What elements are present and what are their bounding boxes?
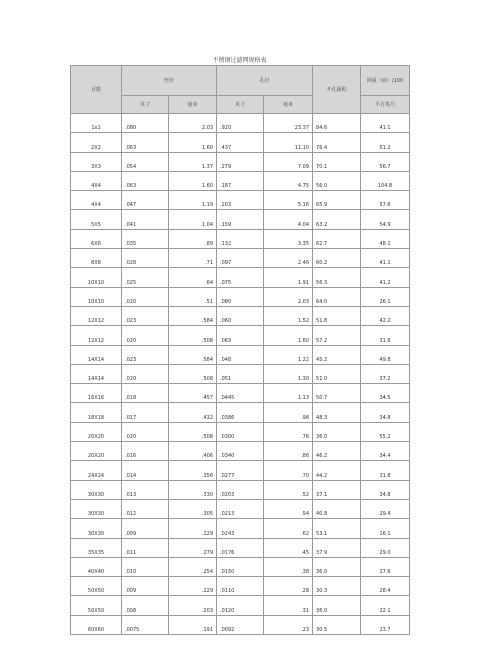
cell-wire-mm: .305 — [169, 499, 217, 518]
cell-weight: 31.6 — [361, 326, 410, 345]
cell-aperture-inch: .0213 — [217, 499, 264, 518]
cell-wire-inch: .020 — [122, 287, 169, 306]
cell-aperture-inch: .279 — [217, 152, 264, 171]
cell-aperture-mm: 11.10 — [264, 133, 313, 152]
header-weight-line1: 网重（磅）/100 — [361, 66, 410, 96]
cell-wire-inch: .008 — [122, 596, 169, 615]
cell-weight: 26.1 — [361, 287, 410, 306]
cell-open-area: 56.0 — [313, 171, 361, 190]
cell-wire-inch: .041 — [122, 210, 169, 229]
cell-weight: 49.8 — [361, 345, 410, 364]
cell-aperture-mm: .62 — [264, 519, 313, 538]
table-row — [71, 210, 410, 229]
cell-weight: 41.1 — [361, 114, 410, 133]
cell-mesh: 50X50 — [71, 596, 122, 615]
cell-mesh: 4X4 — [71, 191, 122, 210]
cell-aperture-mm: 3.35 — [264, 229, 313, 248]
table-row — [71, 577, 410, 596]
cell-wire-mm: .508 — [169, 364, 217, 383]
header-wire-inch: 英寸 — [122, 96, 169, 114]
cell-wire-inch: .035 — [122, 229, 169, 248]
cell-mesh: 16X16 — [71, 384, 122, 403]
cell-wire-inch: .020 — [122, 422, 169, 441]
cell-wire-mm: 1.04 — [169, 210, 217, 229]
cell-aperture-inch: .063 — [217, 326, 264, 345]
table-row — [71, 306, 410, 325]
cell-wire-inch: .047 — [122, 191, 169, 210]
header-aperture: 孔径 — [217, 66, 313, 96]
cell-aperture-inch: .0110 — [217, 577, 264, 596]
cell-mesh: 20X20 — [71, 442, 122, 461]
cell-aperture-mm: .54 — [264, 499, 313, 518]
cell-mesh: 5X5 — [71, 210, 122, 229]
cell-weight: 54.9 — [361, 210, 410, 229]
cell-aperture-mm: 1.52 — [264, 306, 313, 325]
cell-aperture-mm: 1.30 — [264, 364, 313, 383]
cell-wire-mm: .229 — [169, 577, 217, 596]
table-header — [71, 66, 410, 114]
table-row — [71, 422, 410, 441]
cell-wire-mm: .51 — [169, 287, 217, 306]
cell-wire-mm: .254 — [169, 557, 217, 576]
table-row — [71, 229, 410, 248]
table-row — [71, 171, 410, 190]
cell-wire-mm: .432 — [169, 403, 217, 422]
cell-wire-mm: .203 — [169, 596, 217, 615]
cell-open-area: 40.8 — [313, 499, 361, 518]
cell-aperture-mm: 2.46 — [264, 249, 313, 268]
cell-open-area: 48.3 — [313, 403, 361, 422]
cell-wire-inch: .016 — [122, 442, 169, 461]
cell-weight: 104.8 — [361, 171, 410, 190]
cell-weight: 41.1 — [361, 249, 410, 268]
cell-weight: 55.2 — [361, 422, 410, 441]
cell-mesh: 12X12 — [71, 306, 122, 325]
cell-wire-inch: .014 — [122, 461, 169, 480]
table-row — [71, 114, 410, 133]
cell-wire-inch: .0075 — [122, 615, 169, 634]
cell-mesh: 40X40 — [71, 557, 122, 576]
cell-weight: 34.8 — [361, 403, 410, 422]
cell-aperture-mm: .45 — [264, 538, 313, 557]
cell-mesh: 1x1 — [71, 114, 122, 133]
cell-wire-inch: .023 — [122, 345, 169, 364]
cell-aperture-inch: .203 — [217, 191, 264, 210]
cell-aperture-inch: .0445 — [217, 384, 264, 403]
cell-open-area: 36.0 — [313, 422, 361, 441]
cell-open-area: 50.7 — [313, 384, 361, 403]
cell-wire-mm: .508 — [169, 422, 217, 441]
cell-mesh: 12X12 — [71, 326, 122, 345]
cell-open-area: 37.9 — [313, 538, 361, 557]
cell-weight: 34.4 — [361, 442, 410, 461]
cell-mesh: 30X30 — [71, 480, 122, 499]
cell-open-area: 51.8 — [313, 306, 361, 325]
cell-aperture-inch: .437 — [217, 133, 264, 152]
cell-weight: 29.0 — [361, 538, 410, 557]
cell-wire-inch: .054 — [122, 152, 169, 171]
cell-weight: 34.5 — [361, 384, 410, 403]
cell-aperture-inch: .075 — [217, 268, 264, 287]
cell-mesh: 30X30 — [71, 519, 122, 538]
cell-aperture-inch: .080 — [217, 287, 264, 306]
header-wire-mm: 毫米 — [169, 96, 217, 114]
cell-wire-mm: .191 — [169, 615, 217, 634]
cell-wire-mm: .584 — [169, 345, 217, 364]
cell-wire-mm: .457 — [169, 384, 217, 403]
table-row — [71, 287, 410, 306]
cell-aperture-mm: 1.91 — [264, 268, 313, 287]
cell-wire-inch: .063 — [122, 133, 169, 152]
cell-open-area: 76.4 — [313, 133, 361, 152]
cell-weight: 29.4 — [361, 499, 410, 518]
cell-weight: 16.1 — [361, 519, 410, 538]
cell-open-area: 62.7 — [313, 229, 361, 248]
table-body — [71, 114, 410, 635]
cell-aperture-inch: .0092 — [217, 615, 264, 634]
cell-wire-mm: .89 — [169, 229, 217, 248]
cell-weight: 28.4 — [361, 577, 410, 596]
cell-wire-inch: .025 — [122, 268, 169, 287]
cell-aperture-inch: .097 — [217, 249, 264, 268]
cell-wire-inch: .011 — [122, 538, 169, 557]
table-row — [71, 249, 410, 268]
cell-open-area: 51.0 — [313, 364, 361, 383]
cell-open-area: 70.1 — [313, 152, 361, 171]
cell-aperture-inch: .0120 — [217, 596, 264, 615]
cell-wire-mm: .229 — [169, 519, 217, 538]
cell-aperture-mm: .23 — [264, 615, 313, 634]
cell-mesh: 18X18 — [71, 403, 122, 422]
cell-mesh: 8X8 — [71, 249, 122, 268]
cell-open-area: 36.0 — [313, 557, 361, 576]
cell-open-area: 63.2 — [313, 210, 361, 229]
header-weight-line2: 平方英尺 — [361, 96, 410, 114]
spec-table — [70, 65, 410, 635]
table-row — [71, 326, 410, 345]
cell-aperture-inch: .0277 — [217, 461, 264, 480]
cell-wire-mm: .71 — [169, 249, 217, 268]
cell-open-area: 53.1 — [313, 519, 361, 538]
table-row — [71, 615, 410, 634]
cell-aperture-inch: .0243 — [217, 519, 264, 538]
cell-open-area: 64.0 — [313, 287, 361, 306]
cell-mesh: 50X50 — [71, 577, 122, 596]
table-row — [71, 364, 410, 383]
cell-wire-inch: .010 — [122, 557, 169, 576]
cell-open-area: 37.1 — [313, 480, 361, 499]
cell-weight: 22.1 — [361, 596, 410, 615]
cell-aperture-inch: .132 — [217, 229, 264, 248]
cell-mesh: 20X20 — [71, 422, 122, 441]
cell-open-area: 36.0 — [313, 596, 361, 615]
table-row — [71, 403, 410, 422]
cell-wire-mm: .356 — [169, 461, 217, 480]
cell-weight: 23.7 — [361, 615, 410, 634]
table-row — [71, 442, 410, 461]
cell-mesh: 60X60 — [71, 615, 122, 634]
cell-aperture-inch: .060 — [217, 306, 264, 325]
header-aperture-mm: 毫米 — [264, 96, 313, 114]
cell-aperture-mm: 23.37 — [264, 114, 313, 133]
cell-wire-mm: 1.19 — [169, 191, 217, 210]
cell-aperture-mm: .38 — [264, 557, 313, 576]
table-row — [71, 133, 410, 152]
cell-wire-inch: .009 — [122, 519, 169, 538]
cell-aperture-inch: .187 — [217, 171, 264, 190]
cell-open-area: 45.2 — [313, 345, 361, 364]
cell-aperture-mm: 7.09 — [264, 152, 313, 171]
cell-open-area: 30.5 — [313, 615, 361, 634]
cell-open-area: 44.2 — [313, 461, 361, 480]
table-row — [71, 480, 410, 499]
table-row — [71, 557, 410, 576]
cell-wire-mm: 2.03 — [169, 114, 217, 133]
cell-wire-inch: .018 — [122, 384, 169, 403]
cell-open-area: 46.2 — [313, 442, 361, 461]
table-row — [71, 345, 410, 364]
cell-wire-inch: .023 — [122, 306, 169, 325]
cell-aperture-mm: 4.04 — [264, 210, 313, 229]
table-row — [71, 596, 410, 615]
table-row — [71, 384, 410, 403]
table-row — [71, 538, 410, 557]
cell-mesh: 6X6 — [71, 229, 122, 248]
cell-mesh: 10X10 — [71, 287, 122, 306]
cell-weight: 31.8 — [361, 461, 410, 480]
cell-aperture-mm: 4.75 — [264, 171, 313, 190]
cell-wire-inch: .009 — [122, 577, 169, 596]
cell-mesh: 14X14 — [71, 345, 122, 364]
cell-mesh: 30X30 — [71, 499, 122, 518]
cell-aperture-mm: 2.03 — [264, 287, 313, 306]
cell-aperture-inch: .0386 — [217, 403, 264, 422]
cell-open-area: 65.9 — [313, 191, 361, 210]
cell-wire-inch: .020 — [122, 326, 169, 345]
cell-mesh: 10X10 — [71, 268, 122, 287]
cell-aperture-mm: .31 — [264, 596, 313, 615]
header-open-area: 开孔面积 — [313, 66, 361, 114]
cell-weight: 57.6 — [361, 191, 410, 210]
cell-wire-inch: .020 — [122, 364, 169, 383]
cell-wire-mm: 1.60 — [169, 133, 217, 152]
cell-wire-inch: .013 — [122, 480, 169, 499]
cell-aperture-inch: .0150 — [217, 557, 264, 576]
page-title: 不锈钢过滤网规格表 — [212, 57, 267, 64]
table-row — [71, 191, 410, 210]
cell-aperture-inch: .0203 — [217, 480, 264, 499]
header-aperture-inch: 英寸 — [217, 96, 264, 114]
cell-open-area: 60.2 — [313, 249, 361, 268]
cell-aperture-mm: .86 — [264, 442, 313, 461]
cell-mesh: 3X3 — [71, 152, 122, 171]
cell-aperture-mm: 1.60 — [264, 326, 313, 345]
cell-wire-mm: 1.60 — [169, 171, 217, 190]
table-row — [71, 152, 410, 171]
cell-wire-mm: .406 — [169, 442, 217, 461]
cell-weight: 56.7 — [361, 152, 410, 171]
cell-mesh: 24X24 — [71, 461, 122, 480]
cell-aperture-inch: .0300 — [217, 422, 264, 441]
table-row — [71, 268, 410, 287]
cell-weight: 37.2 — [361, 364, 410, 383]
cell-aperture-inch: .051 — [217, 364, 264, 383]
cell-wire-mm: .584 — [169, 306, 217, 325]
cell-mesh: 35X35 — [71, 538, 122, 557]
cell-mesh: 14X14 — [71, 364, 122, 383]
cell-open-area: 30.3 — [313, 577, 361, 596]
cell-wire-inch: .063 — [122, 171, 169, 190]
cell-aperture-inch: .0176 — [217, 538, 264, 557]
cell-wire-mm: .64 — [169, 268, 217, 287]
cell-mesh: 2X2 — [71, 133, 122, 152]
cell-aperture-mm: 1.22 — [264, 345, 313, 364]
header-mesh: 目数 — [71, 66, 122, 114]
cell-wire-inch: .028 — [122, 249, 169, 268]
cell-aperture-inch: .159 — [217, 210, 264, 229]
cell-aperture-inch: .0340 — [217, 442, 264, 461]
cell-weight: 51.2 — [361, 133, 410, 152]
cell-wire-mm: 1.37 — [169, 152, 217, 171]
cell-aperture-mm: 5.16 — [264, 191, 313, 210]
cell-open-area: 56.3 — [313, 268, 361, 287]
cell-wire-inch: .012 — [122, 499, 169, 518]
cell-wire-inch: .017 — [122, 403, 169, 422]
cell-aperture-mm: .70 — [264, 461, 313, 480]
cell-weight: 27.6 — [361, 557, 410, 576]
cell-wire-mm: .279 — [169, 538, 217, 557]
table-row — [71, 461, 410, 480]
cell-aperture-inch: .048 — [217, 345, 264, 364]
cell-aperture-mm: .76 — [264, 422, 313, 441]
table-row — [71, 499, 410, 518]
cell-aperture-mm: .98 — [264, 403, 313, 422]
cell-weight: 41.2 — [361, 268, 410, 287]
cell-wire-mm: .508 — [169, 326, 217, 345]
table-row — [71, 519, 410, 538]
cell-aperture-inch: .920 — [217, 114, 264, 133]
cell-weight: 48.1 — [361, 229, 410, 248]
cell-aperture-mm: .28 — [264, 577, 313, 596]
cell-mesh: 4X4 — [71, 171, 122, 190]
cell-open-area: 84.6 — [313, 114, 361, 133]
cell-wire-mm: .330 — [169, 480, 217, 499]
cell-wire-inch: .080 — [122, 114, 169, 133]
cell-aperture-mm: .52 — [264, 480, 313, 499]
cell-open-area: 57.2 — [313, 326, 361, 345]
header-wire-diameter: 丝径 — [122, 66, 217, 96]
cell-aperture-mm: 1.13 — [264, 384, 313, 403]
cell-weight: 34.8 — [361, 480, 410, 499]
cell-weight: 42.2 — [361, 306, 410, 325]
